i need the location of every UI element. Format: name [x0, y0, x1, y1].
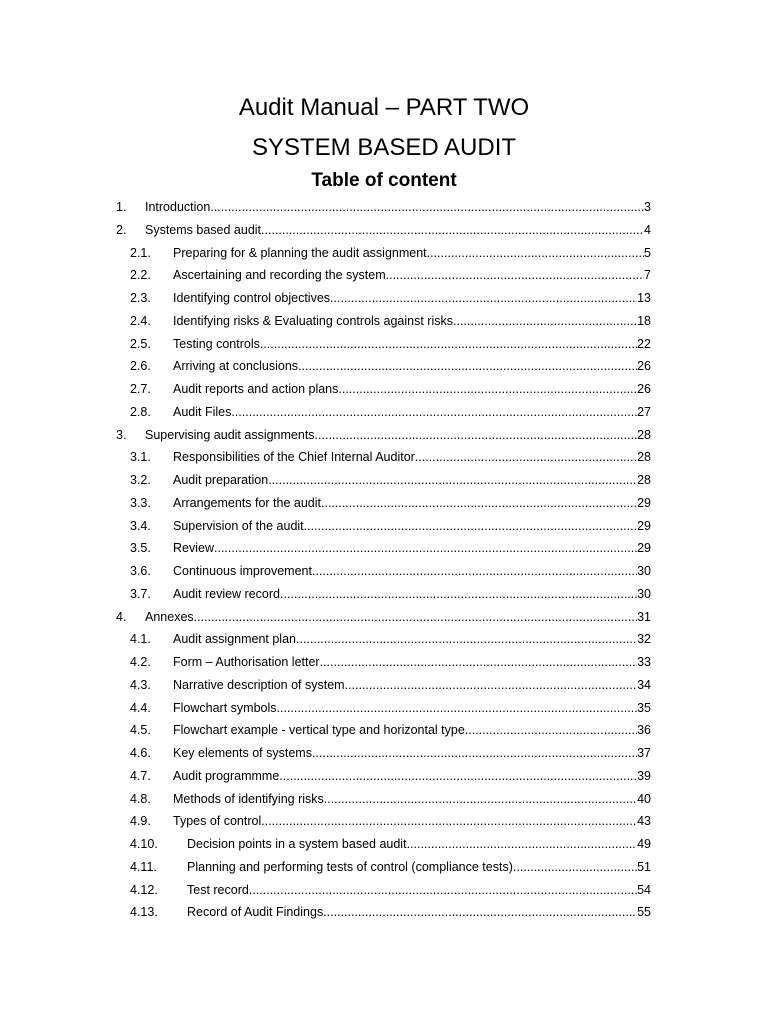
toc-entry-page-number: 22 — [637, 336, 651, 351]
toc-entry-leader — [173, 401, 651, 424]
toc-entry-number: 4.2. — [130, 655, 151, 669]
toc-entry-leader — [173, 765, 651, 788]
toc-entry-title: Key elements of systems — [173, 746, 312, 760]
toc-entry-page-number: 30 — [637, 586, 651, 601]
toc-entry-leader — [173, 742, 651, 765]
toc-entry[interactable] — [0, 628, 768, 651]
toc-dot-leader — [338, 378, 637, 401]
toc-entry-number: 4.9. — [130, 814, 151, 829]
toc-dot-leader — [324, 788, 637, 811]
toc-entry-page-number: 28 — [637, 427, 651, 442]
toc-entry-title: Audit reports and action plans — [173, 382, 339, 396]
toc-entry[interactable] — [0, 560, 768, 583]
toc-entry-number: 1. — [116, 200, 127, 214]
toc-entry-title: Supervising audit assignments — [145, 427, 315, 442]
toc-entry-page-number: 7 — [644, 268, 651, 283]
toc-entry-page-number: 18 — [637, 313, 651, 328]
toc-entry-number: 4.6. — [130, 746, 151, 760]
toc-dot-leader — [427, 242, 644, 265]
toc-entry-leader — [187, 833, 651, 856]
toc-dot-leader — [280, 583, 637, 606]
toc-entry[interactable] — [0, 583, 768, 606]
toc-entry[interactable] — [0, 287, 768, 310]
toc-dot-leader — [231, 401, 637, 424]
toc-entry-number: 3.5. — [130, 541, 151, 556]
toc-heading: Table of content — [311, 170, 457, 191]
toc-entry-page-number: 32 — [637, 632, 651, 647]
toc-entry-leader — [173, 469, 651, 492]
toc-entry-leader — [173, 583, 651, 606]
toc-dot-leader — [407, 833, 638, 856]
toc-entry-leader — [173, 651, 651, 674]
toc-entry-title: Introduction — [145, 200, 211, 214]
toc-entry-title: Audit programmme — [173, 768, 280, 783]
toc-entry-leader — [173, 719, 651, 742]
toc-entry-leader — [173, 788, 651, 811]
toc-dot-leader — [249, 879, 637, 902]
toc-entry[interactable] — [0, 310, 768, 333]
toc-entry[interactable] — [0, 651, 768, 674]
toc-entry-number: 4.11. — [130, 859, 157, 874]
toc-dot-leader — [312, 560, 637, 583]
toc-entry-leader — [173, 810, 651, 833]
toc-entry-title: Record of Audit Findings — [187, 905, 324, 920]
toc-entry-page-number: 39 — [637, 768, 651, 783]
toc-entry-page-number: 43 — [637, 814, 651, 829]
toc-dot-leader — [386, 264, 644, 287]
toc-entry[interactable] — [0, 810, 768, 833]
toc-entry-leader — [145, 196, 651, 219]
toc-entry-page-number: 30 — [637, 564, 651, 578]
toc-entry-title: Flowchart example - vertical type and horizontal type — [173, 723, 465, 738]
toc-entry-leader — [187, 901, 651, 924]
toc-entry-title: Decision points in a system based audit — [187, 837, 407, 851]
toc-entry[interactable] — [0, 856, 768, 879]
toc-entry-number: 4.1. — [130, 632, 151, 647]
toc-entry-number: 3.1. — [130, 450, 151, 465]
toc-dot-leader — [323, 901, 637, 924]
toc-entry[interactable] — [0, 424, 768, 447]
toc-entry-page-number: 29 — [637, 495, 651, 510]
toc-entry-title: Methods of identifying risks — [173, 791, 324, 806]
toc-entry-leader — [173, 378, 651, 401]
toc-entry-page-number: 29 — [637, 518, 651, 533]
toc-entry-title: Review — [173, 541, 214, 556]
toc-entry[interactable] — [0, 606, 768, 629]
toc-entry-number: 2.5. — [130, 336, 151, 351]
toc-entry-title: Annexes — [145, 609, 194, 624]
toc-entry-page-number: 26 — [637, 382, 651, 396]
toc-dot-leader — [298, 355, 637, 378]
toc-dot-leader — [214, 537, 637, 560]
toc-entry-number: 3.7. — [130, 586, 151, 601]
toc-dot-leader — [279, 765, 637, 788]
toc-entry-leader — [173, 492, 651, 515]
toc-entry[interactable] — [0, 901, 768, 924]
toc-dot-leader — [513, 856, 637, 879]
toc-entry-page-number: 3 — [644, 200, 651, 214]
toc-entry-leader — [187, 879, 651, 902]
toc-entry-number: 4. — [116, 609, 127, 624]
toc-entry-number: 2.4. — [130, 313, 151, 328]
toc-entry-number: 4.4. — [130, 700, 151, 715]
toc-entry-number: 3. — [116, 427, 127, 442]
toc-entry-page-number: 40 — [637, 791, 651, 806]
toc-dot-leader — [194, 606, 637, 629]
toc-entry-leader — [173, 355, 651, 378]
toc-entry-page-number: 35 — [637, 700, 651, 715]
toc-entry-title: Ascertaining and recording the system — [173, 268, 386, 283]
toc-entry[interactable] — [0, 879, 768, 902]
toc-entry-number: 4.12. — [130, 882, 158, 897]
toc-entry-title: Continuous improvement — [173, 564, 312, 578]
toc-entry-title: Audit preparation — [173, 473, 269, 487]
toc-entry-title: Types of control — [173, 814, 262, 829]
toc-entry-title: Arriving at conclusions — [173, 359, 299, 374]
toc-entry-leader — [173, 242, 651, 265]
toc-entry-page-number: 26 — [637, 359, 651, 374]
toc-entry-number: 2.7. — [130, 382, 151, 396]
toc-entry-leader — [173, 446, 651, 469]
toc-entry-title: Testing controls — [173, 336, 260, 351]
toc-entry-leader — [173, 697, 651, 720]
toc-entry-title: Preparing for & planning the audit assignment — [173, 245, 427, 260]
toc-dot-leader — [261, 810, 637, 833]
toc-dot-leader — [304, 515, 637, 538]
toc-dot-leader — [277, 697, 638, 720]
toc-entry[interactable] — [0, 355, 768, 378]
toc-entry-number: 4.7. — [130, 768, 151, 783]
toc-entry-number: 2.1. — [130, 245, 151, 260]
toc-entry-number: 4.10. — [130, 837, 158, 851]
toc-entry-number: 4.5. — [130, 723, 151, 738]
toc-dot-leader — [296, 628, 637, 651]
toc-entry-page-number: 29 — [637, 541, 651, 556]
toc-entry[interactable] — [0, 515, 768, 538]
toc-dot-leader — [321, 492, 637, 515]
toc-entry-page-number: 27 — [637, 404, 651, 419]
toc-entry-leader — [173, 287, 651, 310]
toc-dot-leader — [312, 742, 637, 765]
toc-dot-leader — [261, 219, 644, 242]
toc-entry[interactable] — [0, 446, 768, 469]
toc-entry[interactable] — [0, 264, 768, 287]
toc-entry-page-number: 33 — [637, 655, 651, 669]
toc-entry-leader — [173, 310, 651, 333]
toc-entry-number: 2.2. — [130, 268, 151, 283]
toc-entry-leader — [145, 424, 651, 447]
toc-entry-title: Narrative description of system — [173, 677, 345, 692]
toc-entry-leader — [173, 333, 651, 356]
toc-entry[interactable] — [0, 788, 768, 811]
toc-entry-title: Audit assignment plan — [173, 632, 296, 647]
toc-entry-number: 3.3. — [130, 495, 151, 510]
toc-entry-title: Planning and performing tests of control (compliance tests) — [187, 859, 513, 874]
toc-entry-page-number: 13 — [637, 291, 651, 305]
toc-entry[interactable] — [0, 719, 768, 742]
toc-entry[interactable] — [0, 833, 768, 856]
toc-entry[interactable] — [0, 674, 768, 697]
toc-entry-page-number: 4 — [644, 222, 651, 237]
toc-entry-number: 4.3. — [130, 677, 151, 692]
toc-entry-page-number: 28 — [637, 450, 651, 465]
toc-entry[interactable] — [0, 537, 768, 560]
toc-dot-leader — [320, 651, 637, 674]
toc-entry[interactable] — [0, 492, 768, 515]
toc-entry[interactable] — [0, 401, 768, 424]
toc-entry-number: 4.8. — [130, 791, 151, 806]
toc-entry-number: 2.3. — [130, 291, 151, 305]
toc-dot-leader — [330, 287, 637, 310]
toc-entry-leader — [173, 515, 651, 538]
toc-entry[interactable] — [0, 378, 768, 401]
toc-dot-leader — [210, 196, 644, 219]
toc-dot-leader — [453, 310, 637, 333]
toc-entry-number: 2.8. — [130, 404, 151, 419]
toc-dot-leader — [465, 719, 637, 742]
toc-entry-title: Responsibilities of the Chief Internal Auditor — [173, 450, 415, 465]
toc-entry-number: 4.13. — [130, 905, 158, 920]
toc-dot-leader — [260, 333, 637, 356]
toc-entry[interactable] — [0, 333, 768, 356]
toc-dot-leader — [415, 446, 637, 469]
toc-entry-title: Arrangements for the audit — [173, 495, 321, 510]
toc-entry-leader — [173, 560, 651, 583]
toc-entry-page-number: 51 — [637, 859, 651, 874]
toc-entry-number: 3.4. — [130, 518, 151, 533]
toc-entry-leader — [145, 219, 651, 242]
toc-dot-leader — [345, 674, 638, 697]
toc-entry-title: Identifying control objectives — [173, 291, 331, 305]
toc-entry-title: Identifying risks & Evaluating controls against risks — [173, 313, 453, 328]
toc-entry-number: 2. — [116, 222, 127, 237]
toc-entry-page-number: 31 — [637, 609, 651, 624]
toc-entry-page-number: 37 — [637, 746, 651, 760]
toc-dot-leader — [315, 424, 638, 447]
document-title: Audit Manual – PART TWO — [238, 94, 530, 121]
toc-entry[interactable] — [0, 242, 768, 265]
toc-entry-title: Test record — [187, 882, 249, 897]
toc-entry-page-number: 54 — [637, 882, 651, 897]
toc-entry-number: 3.6. — [130, 564, 151, 578]
toc-entry-leader — [173, 264, 651, 287]
toc-entry-page-number: 5 — [644, 245, 651, 260]
toc-entry-leader — [145, 606, 651, 629]
toc-entry[interactable] — [0, 742, 768, 765]
toc-entry-title: Supervision of the audit — [173, 518, 304, 533]
toc-entry-leader — [173, 537, 651, 560]
toc-entry-page-number: 55 — [637, 905, 651, 920]
toc-entry-title: Flowchart symbols — [173, 700, 277, 715]
toc-dot-leader — [268, 469, 637, 492]
toc-entry-leader — [173, 674, 651, 697]
toc-entry[interactable] — [0, 765, 768, 788]
toc-entry-title: Form – Authorisation letter — [173, 655, 320, 669]
document-subtitle-heading: SYSTEM BASED AUDIT — [251, 134, 517, 161]
toc-entry-page-number: 36 — [637, 723, 651, 738]
toc-entry[interactable] — [0, 219, 768, 242]
toc-entry[interactable] — [0, 196, 768, 219]
toc-entry-page-number: 28 — [637, 473, 651, 487]
toc-entry-number: 3.2. — [130, 473, 151, 487]
toc-entry[interactable] — [0, 697, 768, 720]
toc-entry-page-number: 34 — [637, 677, 651, 692]
toc-entry-number: 2.6. — [130, 359, 151, 374]
table-of-contents — [0, 196, 768, 924]
toc-entry-leader — [173, 628, 651, 651]
toc-entry-page-number: 49 — [637, 837, 651, 851]
toc-entry-title: Systems based audit — [145, 222, 262, 237]
toc-entry-title: Audit Files — [173, 404, 232, 419]
toc-entry-leader — [187, 856, 651, 879]
toc-entry[interactable] — [0, 469, 768, 492]
toc-entry-title: Audit review record — [173, 586, 280, 601]
